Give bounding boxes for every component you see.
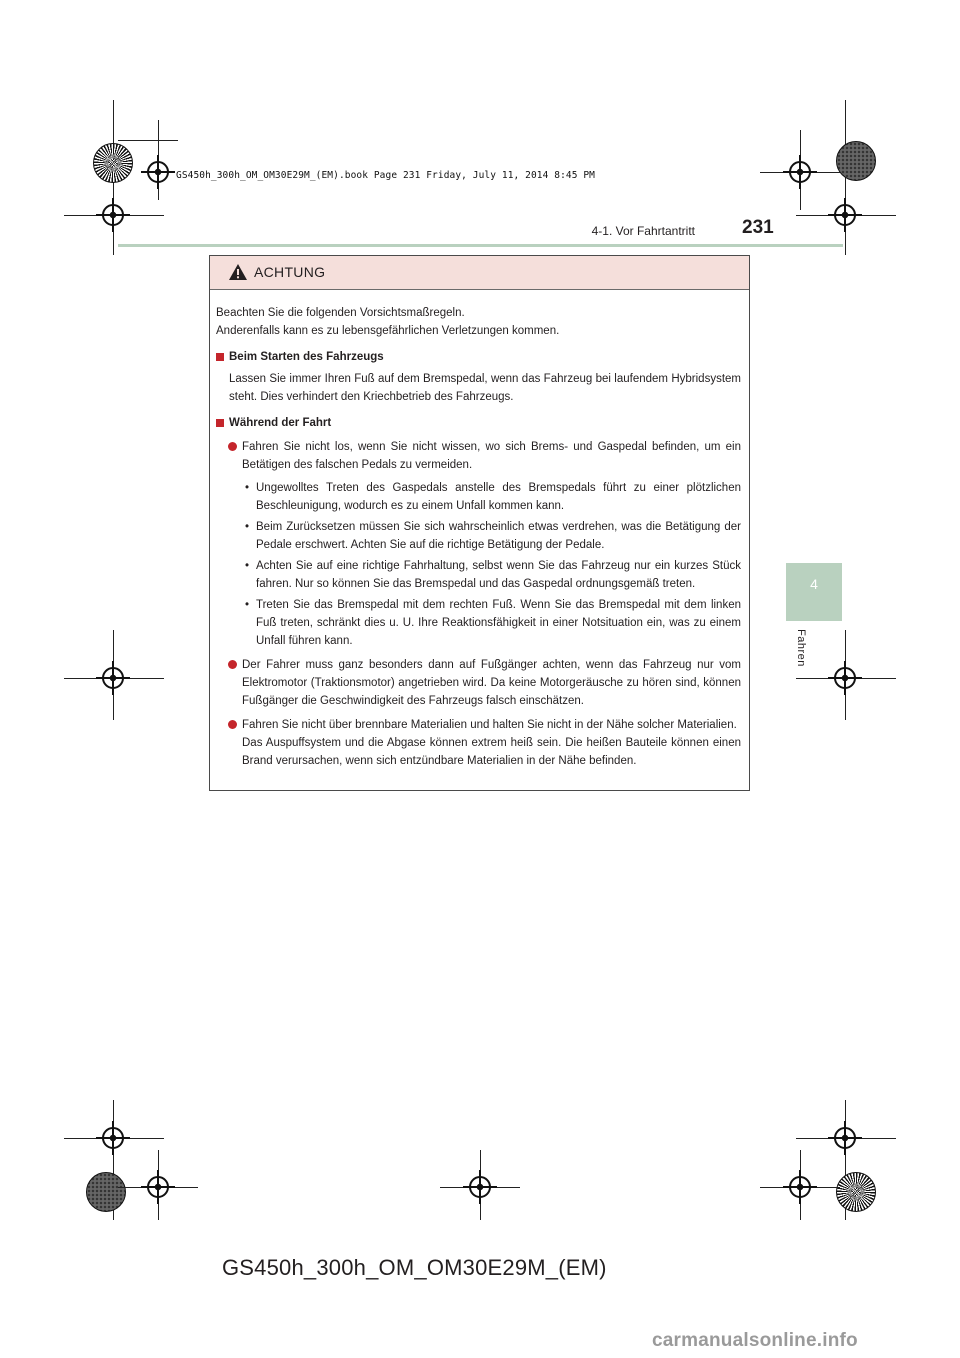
watermark: carmanualsonline.info: [652, 1330, 858, 1351]
header-rule: [118, 244, 843, 247]
caution-title: ACHTUNG: [254, 264, 326, 280]
caution-header: [210, 256, 749, 290]
sub-list-item: • Beim Zurücksetzen müssen Sie sich wahrscheinlich etwas verdrehen, was die Betätigung der Pedale erschwert. Achten Sie auf die richtige Betätigung der Pedale.: [245, 521, 741, 551]
subheading-starting: Beim Starten des Fahrzeugs: [216, 348, 741, 366]
starburst-icon-bottom: [836, 1172, 876, 1212]
subheading-driving: Während der Fahrt: [216, 414, 741, 432]
sub-list-item: • Treten Sie das Bremspedal mit dem rechten Fuß. Wenn Sie das Bremspedal mit dem linken Fuß treten, schränkt dies u. U. Ihre Reaktionsfähigkeit in einer Notsituation ein, was zu einem Unfall führen kann.: [245, 599, 741, 647]
halftone-disc-icon: [836, 141, 876, 181]
section-title: 4-1. Vor Fahrtantritt: [591, 224, 695, 238]
warning-triangle-icon: [229, 264, 247, 280]
halftone-disc-icon-bottom: [86, 1172, 126, 1212]
caution-box: [209, 255, 750, 791]
circle-bullet-icon: [228, 442, 237, 451]
sub-list-item: • Achten Sie auf eine richtige Fahrhaltung, selbst wenn Sie das Fahrzeug nur ein kurzes Stück fahren. Nur so können Sie das Bremspedal und das Gaspedal ordnungsgemäß treten.: [245, 560, 741, 590]
document-code: GS450h_300h_OM_OM30E29M_(EM): [222, 1255, 607, 1280]
list-item: Fahren Sie nicht über brennbare Materialien und halten Sie nicht in der Nähe solcher Materialien. Das Auspuffsystem und die Abgase können extrem heiß sein. Die heißen Bauteile können einen Brand verursachen, wenn sich entzündbare Materialien in der Nähe befinden.: [216, 716, 741, 770]
square-bullet-icon: [216, 353, 224, 361]
chapter-tab: [786, 563, 842, 621]
circle-bullet-icon: [228, 720, 237, 729]
page-number: 231: [742, 217, 774, 238]
caution-body: [210, 290, 749, 770]
intro-line-1: Beachten Sie die folgenden Vorsichtsmaßregeln.: [216, 307, 465, 319]
list-item: Der Fahrer muss ganz besonders dann auf Fußgänger achten, wenn das Fahrzeug nur vom Elektromotor (Traktionsmotor) angetrieben wird. Da keine Motorgeräusche zu hören sind, können Fußgänger die Geschwindigkeit des Fahrzeugs falsch einschätzen.: [216, 656, 741, 710]
starting-text: Lassen Sie immer Ihren Fuß auf dem Bremspedal, wenn das Fahrzeug bei laufendem Hybridsystem steht. Dies verhindert den Kriechbetrieb des Fahrzeugs.: [229, 373, 741, 403]
book-info-line: GS450h_300h_OM_OM30E29M_(EM).book Page 231 Friday, July 11, 2014 8:45 PM: [176, 170, 596, 181]
starburst-icon: [93, 143, 133, 183]
sub-list-item: • Ungewolltes Treten des Gaspedals anstelle des Bremspedals führt zu einer plötzlichen Beschleunigung, wodurch es zu einem Unfall kommen kann.: [245, 482, 741, 512]
circle-bullet-icon: [228, 660, 237, 669]
intro-line-2: Anderenfalls kann es zu lebensgefährlichen Verletzungen kommen.: [216, 325, 560, 337]
chapter-label: Fahren: [795, 629, 807, 667]
chapter-number: 4: [810, 576, 818, 592]
list-item: Fahren Sie nicht los, wenn Sie nicht wissen, wo sich Brems- und Gaspedal befinden, um ein Betätigen des falschen Pedals zu vermeiden.: [216, 438, 741, 474]
square-bullet-icon: [216, 419, 224, 427]
